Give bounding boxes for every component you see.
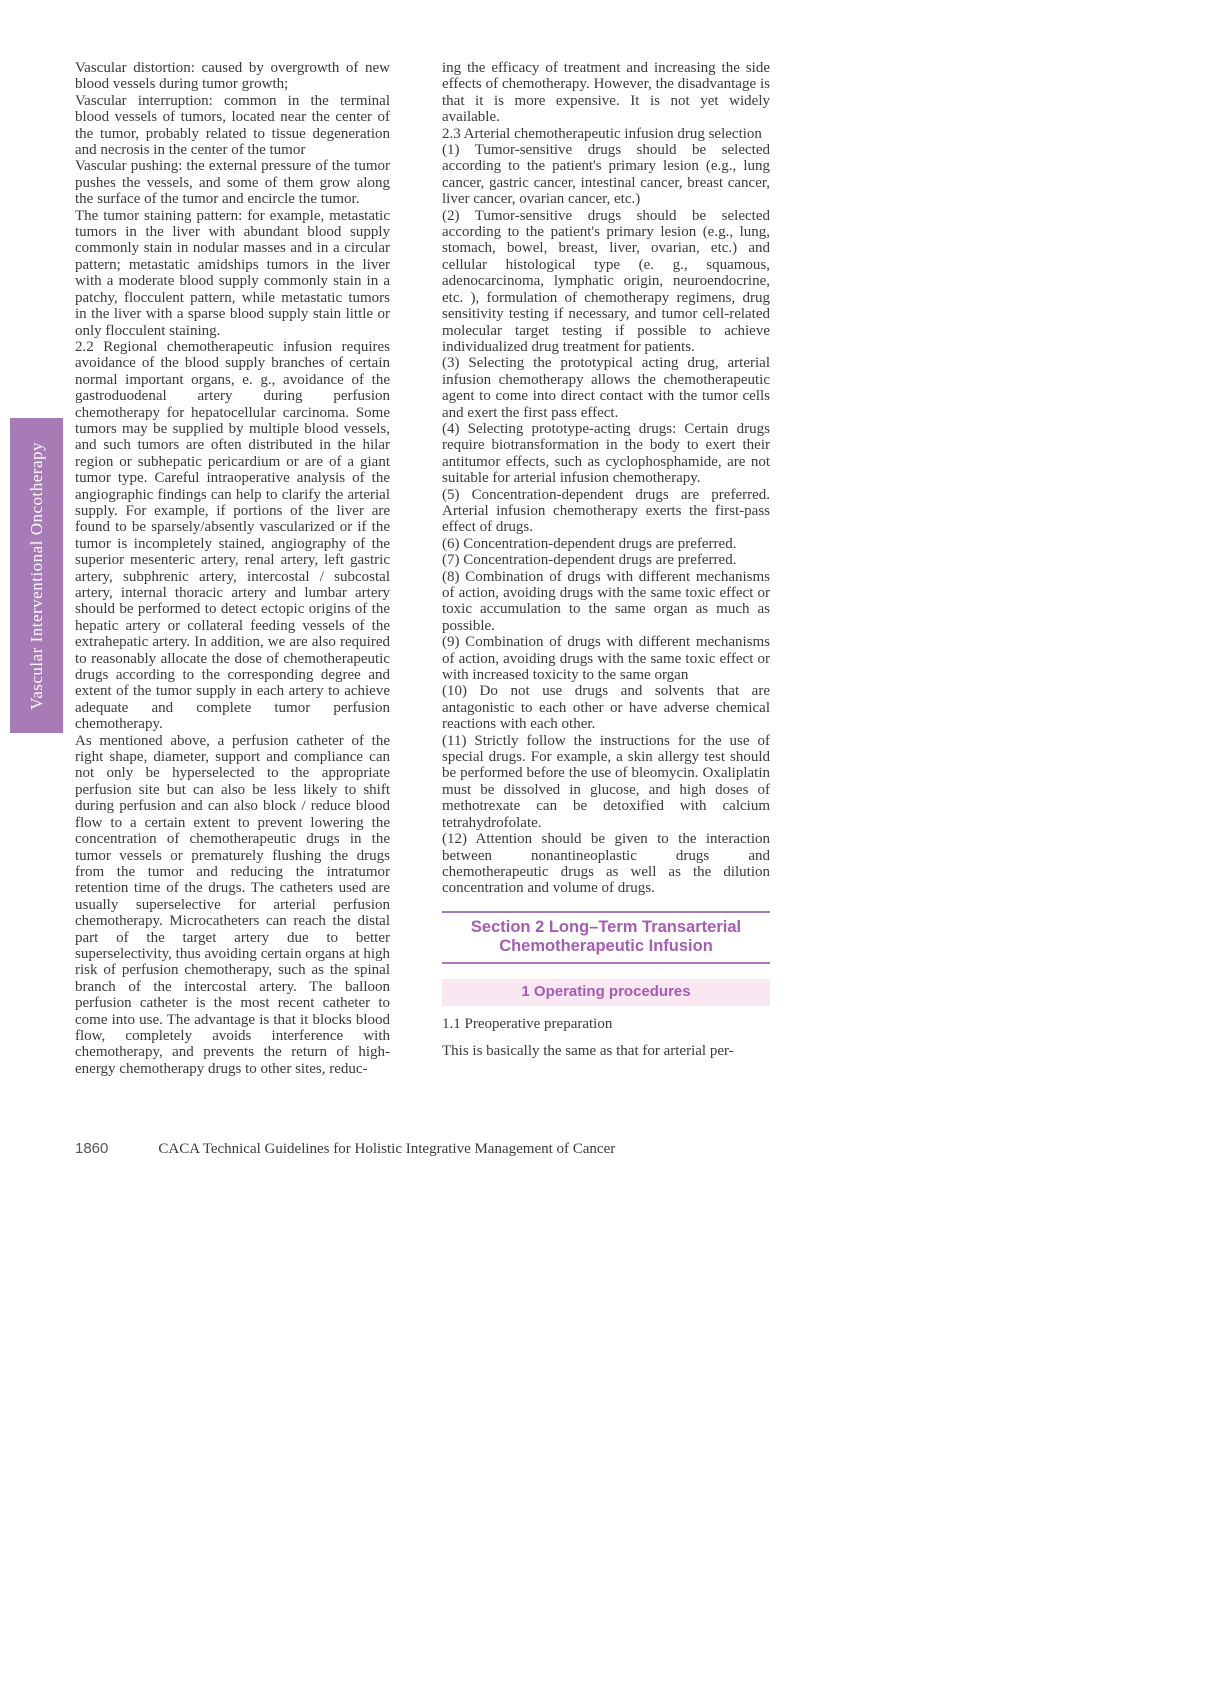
- paragraph: This is basically the same as that for arterial per-: [442, 1042, 734, 1059]
- left-text-column: [75, 60, 390, 1077]
- chapter-sidebar-label: Vascular Interventional Oncotherapy: [26, 441, 46, 710]
- paragraph: 2.2 Regional chemotherapeutic infusion requires avoidance of the blood supply branches of certain normal important organs, e. g., avoidance of the gastroduodenal artery during perfusion chemotherapy for hepatocellular carcinoma. Some tumors may be supplied by multiple blood vessels, and such tumors are often distributed in the hilar region or subhepatic pericardium or are of a giant tumor type. Careful intraoperative analysis of the angiographic findings can help to clarify the arterial supply. For example, if portions of the liver are found to be sparsely/absently vascularized or if the tumor is incompletely stained, angiography of the superior mesenteric artery, renal artery, left gastric artery, subphrenic artery, intercostal / subcostal artery, internal thoracic artery and lumbar artery should be performed to detect ectopic origins of the hepatic artery or collateral feeding vessels of the extrahepatic artery. In addition, we are also required to reasonably allocate the dose of chemotherapeutic drugs according to the corresponding degree and extent of the tumor supply in each artery to achieve adequate and complete tumor perfusion chemotherapy.: [75, 338, 390, 733]
- right-column-bottom-paragraphs: [442, 1016, 770, 1059]
- paragraph: The tumor staining pattern: for example, metastatic tumors in the liver with abundant blood supply commonly stain in nodular masses and in a circular pattern; metastatic amidships tumors in the liver with a moderate blood supply commonly stain in a patchy, flocculent pattern, while metastatic tumors in the liver with a sparse blood supply stain little or only flocculent staining.: [75, 207, 390, 339]
- page-number: 1860: [75, 1140, 109, 1157]
- section-heading: Section 2 Long–Term Transarterial Chemotherapeutic Infusion: [442, 911, 770, 964]
- paragraph: (1) Tumor-sensitive drugs should be selected according to the patient's primary lesion (e.g., lung cancer, gastric cancer, intestinal cancer, breast cancer, liver cancer, ovarian cancer, etc.): [442, 142, 770, 208]
- page-footer: [75, 1140, 615, 1158]
- paragraph: 1.1 Preoperative preparation: [442, 1016, 613, 1033]
- paragraph: (3) Selecting the prototypical acting drug, arterial infusion chemotherapy allows the chemotherapeutic agent to come into direct contact with the tumor cells and exert the first pass effect.: [442, 355, 770, 421]
- paragraph: Vascular distortion: caused by overgrowth of new blood vessels during tumor growth;: [75, 60, 390, 93]
- right-text-column: [442, 60, 770, 1059]
- subsection-heading: 1 Operating procedures: [442, 979, 770, 1006]
- paragraph: As mentioned above, a perfusion catheter of the right shape, diameter, support and compliance can not only be hyperselected to the appropriate perfusion site but can also be less likely to shift during perfusion and can also block / reduce blood flow to a certain extent to prevent lowering the concentration of chemotherapeutic drugs in the tumor vessels or prematurely flushing the drugs from the tumor and reducing the intratumor retention time of the drugs. The catheters used are usually superselective for arterial perfusion chemotherapy. Microcatheters can reach the distal part of the target artery due to better superselectivity, thus avoiding certain organs at high risk of perfusion chemotherapy, such as the spinal branch of the intercostal artery. The balloon perfusion catheter is the most recent catheter to come into use. The advantage is that it blocks blood flow, completely avoids interference with chemotherapy, and prevents the return of high-energy chemotherapy drugs to other sites, reduc-: [75, 732, 390, 1077]
- paragraph: Vascular pushing: the external pressure of the tumor pushes the vessels, and some of them grow along the surface of the tumor and encircle the tumor.: [75, 158, 390, 208]
- paragraph: (7) Concentration-dependent drugs are preferred.: [442, 552, 737, 569]
- paragraph: ing the efficacy of treatment and increasing the side effects of chemotherapy. However, the disadvantage is that it is more expensive. It is not yet widely available.: [442, 60, 770, 126]
- paragraph: Vascular interruption: common in the terminal blood vessels of tumors, located near the center of the tumor, probably related to tissue degeneration and necrosis in the center of the tumor: [75, 92, 390, 159]
- paragraph: (11) Strictly follow the instructions for the use of special drugs. For example, a skin allergy test should be performed before the use of bleomycin. Oxaliplatin must be dissolved in glucose, and high doses of methotrexate can be detoxified with calcium tetrahydrofolate.: [442, 732, 770, 831]
- paragraph: (2) Tumor-sensitive drugs should be selected according to the patient's primary lesion (e.g., lung, stomach, bowel, breast, liver, ovarian, etc.) and cellular histological type (e. g., squamous, adenocarcinoma, lymphatic origin, neuroendocrine, etc. ), formulation of chemotherapy regimens, drug sensitivity testing if necessary, and tumor cell-related molecular target testing if possible to achieve individualized drug treatment for patients.: [442, 207, 770, 355]
- paragraph: (12) Attention should be given to the interaction between nonantineoplastic drugs and chemotherapeutic drugs as well as the dilution concentration and volume of drugs.: [442, 831, 770, 897]
- right-column-top-paragraphs: [442, 60, 770, 897]
- paragraph: 2.3 Arterial chemotherapeutic infusion drug selection: [442, 125, 762, 142]
- footer-title: CACA Technical Guidelines for Holistic Integrative Management of Cancer: [158, 1141, 616, 1157]
- chapter-sidebar-tab: [10, 418, 63, 733]
- paragraph: (10) Do not use drugs and solvents that are antagonistic to each other or have adverse chemical reactions with each other.: [442, 683, 770, 733]
- paragraph: (5) Concentration-dependent drugs are preferred. Arterial infusion chemotherapy exerts the first-pass effect of drugs.: [442, 486, 770, 536]
- paragraph: (8) Combination of drugs with different mechanisms of action, avoiding drugs with the same toxic effect or toxic accumulation to the same organ as much as possible.: [442, 568, 770, 634]
- paragraph: (9) Combination of drugs with different mechanisms of action, avoiding drugs with the same toxic effect or with increased toxicity to the same organ: [442, 634, 770, 684]
- paragraph: (6) Concentration-dependent drugs are preferred.: [442, 535, 737, 552]
- paragraph: (4) Selecting prototype-acting drugs: Certain drugs require biotransformation in the body to exert their antitumor effects, such as cyclophosphamide, are not suitable for arterial infusion chemotherapy.: [442, 420, 770, 487]
